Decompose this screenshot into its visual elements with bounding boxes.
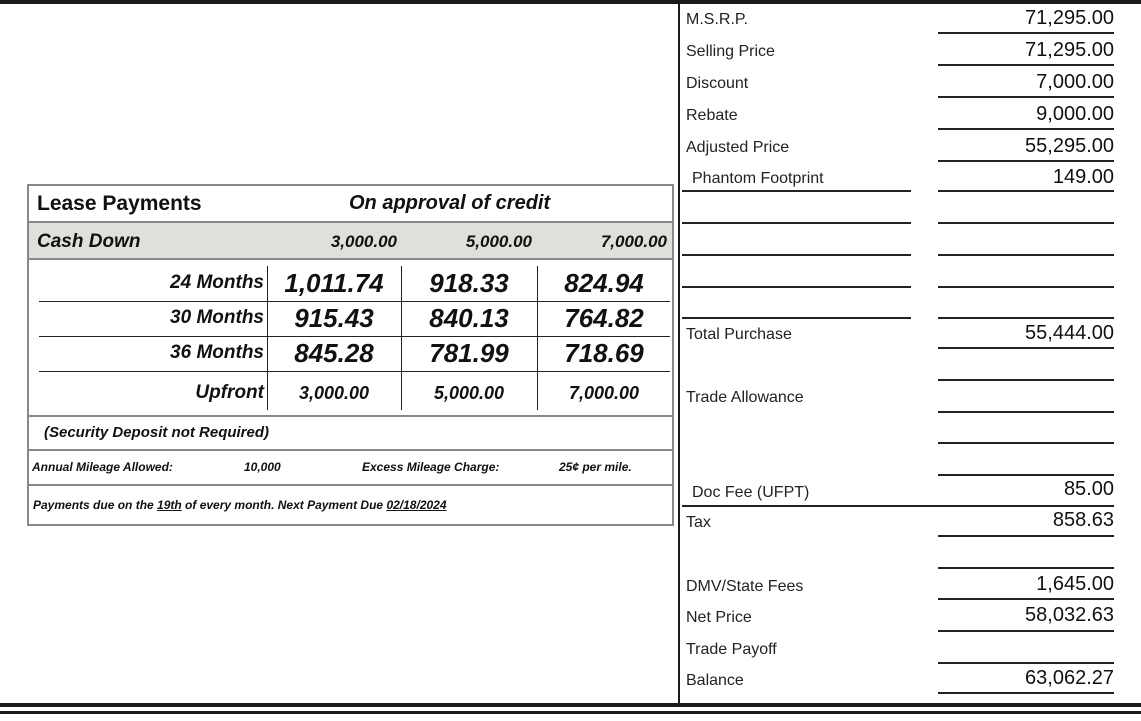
total-purchase-label: Total Purchase — [686, 326, 792, 343]
value-underline — [938, 411, 1114, 413]
trade-payoff-label: Trade Payoff — [686, 641, 777, 658]
excess-mileage-value: 25¢ per mile. — [559, 460, 632, 474]
divider — [29, 415, 672, 417]
balance-value: 63,062.27 — [1025, 667, 1114, 689]
doc-fee-label: Doc Fee (UFPT) — [692, 484, 810, 501]
grid-line — [39, 336, 670, 337]
phantom-footprint-label: Phantom Footprint — [692, 170, 824, 187]
divider — [29, 258, 672, 260]
lease-title: Lease Payments — [37, 192, 202, 215]
net-price-label: Net Price — [686, 609, 752, 626]
discount-value: 7,000.00 — [1036, 71, 1114, 93]
next-payment-date: 02/18/2024 — [386, 498, 447, 512]
cash-down-value: 3,000.00 — [330, 232, 397, 251]
column-divider — [678, 0, 680, 703]
trade-allowance-label: Trade Allowance — [686, 389, 804, 406]
label-underline — [682, 190, 911, 192]
blank-row-line — [938, 254, 1114, 256]
cash-down-value: 7,000.00 — [600, 232, 667, 251]
value-underline — [938, 692, 1114, 694]
adjusted-price-label: Adjusted Price — [686, 139, 790, 156]
term-label: 30 Months — [170, 307, 264, 328]
approval-note: On approval of credit — [349, 192, 551, 214]
term-label: 24 Months — [170, 272, 264, 293]
net-price-value: 58,032.63 — [1025, 604, 1114, 626]
rebate-label: Rebate — [686, 107, 738, 124]
monthly-payment: 764.82 — [564, 303, 644, 333]
grid-line — [537, 266, 538, 410]
cash-down-label: Cash Down — [37, 231, 141, 252]
blank-row-line — [682, 254, 911, 256]
excess-mileage-label: Excess Mileage Charge: — [362, 460, 500, 474]
value-underline — [938, 96, 1114, 98]
payment-due-day: 19th — [157, 498, 182, 512]
value-underline — [938, 190, 1114, 192]
top-rule — [0, 0, 1141, 4]
payment-due-note — [33, 498, 447, 512]
upfront-value: 7,000.00 — [568, 383, 640, 403]
value-underline — [938, 598, 1114, 600]
selling-price-value: 71,295.00 — [1025, 39, 1114, 61]
value-underline — [938, 128, 1114, 130]
cash-down-value: 5,000.00 — [465, 232, 532, 251]
value-underline — [938, 347, 1114, 349]
blank-row-line — [938, 567, 1114, 569]
monthly-payment: 840.13 — [429, 303, 509, 333]
monthly-payment: 915.43 — [294, 303, 374, 333]
total-purchase-value: 55,444.00 — [1025, 322, 1114, 344]
msrp-value: 71,295.00 — [1025, 7, 1114, 29]
blank-row-line — [938, 442, 1114, 444]
monthly-payment: 718.69 — [564, 338, 644, 368]
blank-row-line — [682, 222, 911, 224]
value-underline — [938, 32, 1114, 34]
blank-row-line — [938, 286, 1114, 288]
payment-due-middle: of every month. Next Payment Due — [181, 498, 387, 512]
grid-line — [39, 371, 670, 372]
blank-row-line — [938, 379, 1114, 381]
blank-row-line — [938, 222, 1114, 224]
bottom-rule — [0, 711, 1141, 714]
value-underline — [938, 160, 1114, 162]
lease-payments-panel — [27, 184, 674, 526]
payment-due-prefix: Payments due on the — [33, 498, 158, 512]
adjusted-price-value: 55,295.00 — [1025, 135, 1114, 157]
mileage-label: Annual Mileage Allowed: — [32, 460, 173, 474]
payment-grid — [39, 266, 670, 410]
value-underline — [938, 535, 1114, 537]
value-underline — [938, 505, 1114, 507]
grid-line — [401, 266, 402, 410]
divider — [29, 449, 672, 451]
selling-price-label: Selling Price — [686, 43, 775, 60]
bottom-rule — [0, 703, 1141, 707]
security-deposit-note: (Security Deposit not Required) — [44, 424, 270, 441]
discount-label: Discount — [686, 75, 749, 92]
term-label: 36 Months — [170, 342, 264, 363]
value-underline — [938, 630, 1114, 632]
tax-value: 858.63 — [1052, 509, 1114, 531]
monthly-payment: 918.33 — [429, 268, 509, 298]
phantom-footprint-value: 149.00 — [1052, 166, 1114, 188]
rebate-value: 9,000.00 — [1036, 103, 1114, 125]
value-underline — [938, 64, 1114, 66]
monthly-payment: 781.99 — [429, 338, 509, 368]
blank-row-line — [938, 474, 1114, 476]
monthly-payment: 1,011.74 — [284, 268, 384, 298]
upfront-label: Upfront — [195, 382, 264, 403]
divider — [29, 484, 672, 486]
blank-row-line — [682, 317, 911, 319]
tax-label: Tax — [686, 514, 711, 531]
mileage-value: 10,000 — [244, 460, 281, 474]
value-underline — [938, 662, 1114, 664]
dmv-fees-label: DMV/State Fees — [686, 578, 804, 595]
upfront-value: 3,000.00 — [298, 383, 370, 403]
doc-fee-value: 85.00 — [1063, 478, 1114, 500]
label-underline — [682, 505, 938, 507]
grid-line — [267, 266, 268, 410]
monthly-payment: 824.94 — [564, 268, 644, 298]
balance-label: Balance — [686, 672, 744, 689]
blank-row-line — [682, 286, 911, 288]
dmv-fees-value: 1,645.00 — [1036, 573, 1114, 595]
blank-row-line — [938, 317, 1114, 319]
monthly-payment: 845.28 — [294, 338, 374, 368]
msrp-label: M.S.R.P. — [686, 11, 748, 28]
grid-line — [39, 301, 670, 302]
upfront-value: 5,000.00 — [433, 383, 505, 403]
